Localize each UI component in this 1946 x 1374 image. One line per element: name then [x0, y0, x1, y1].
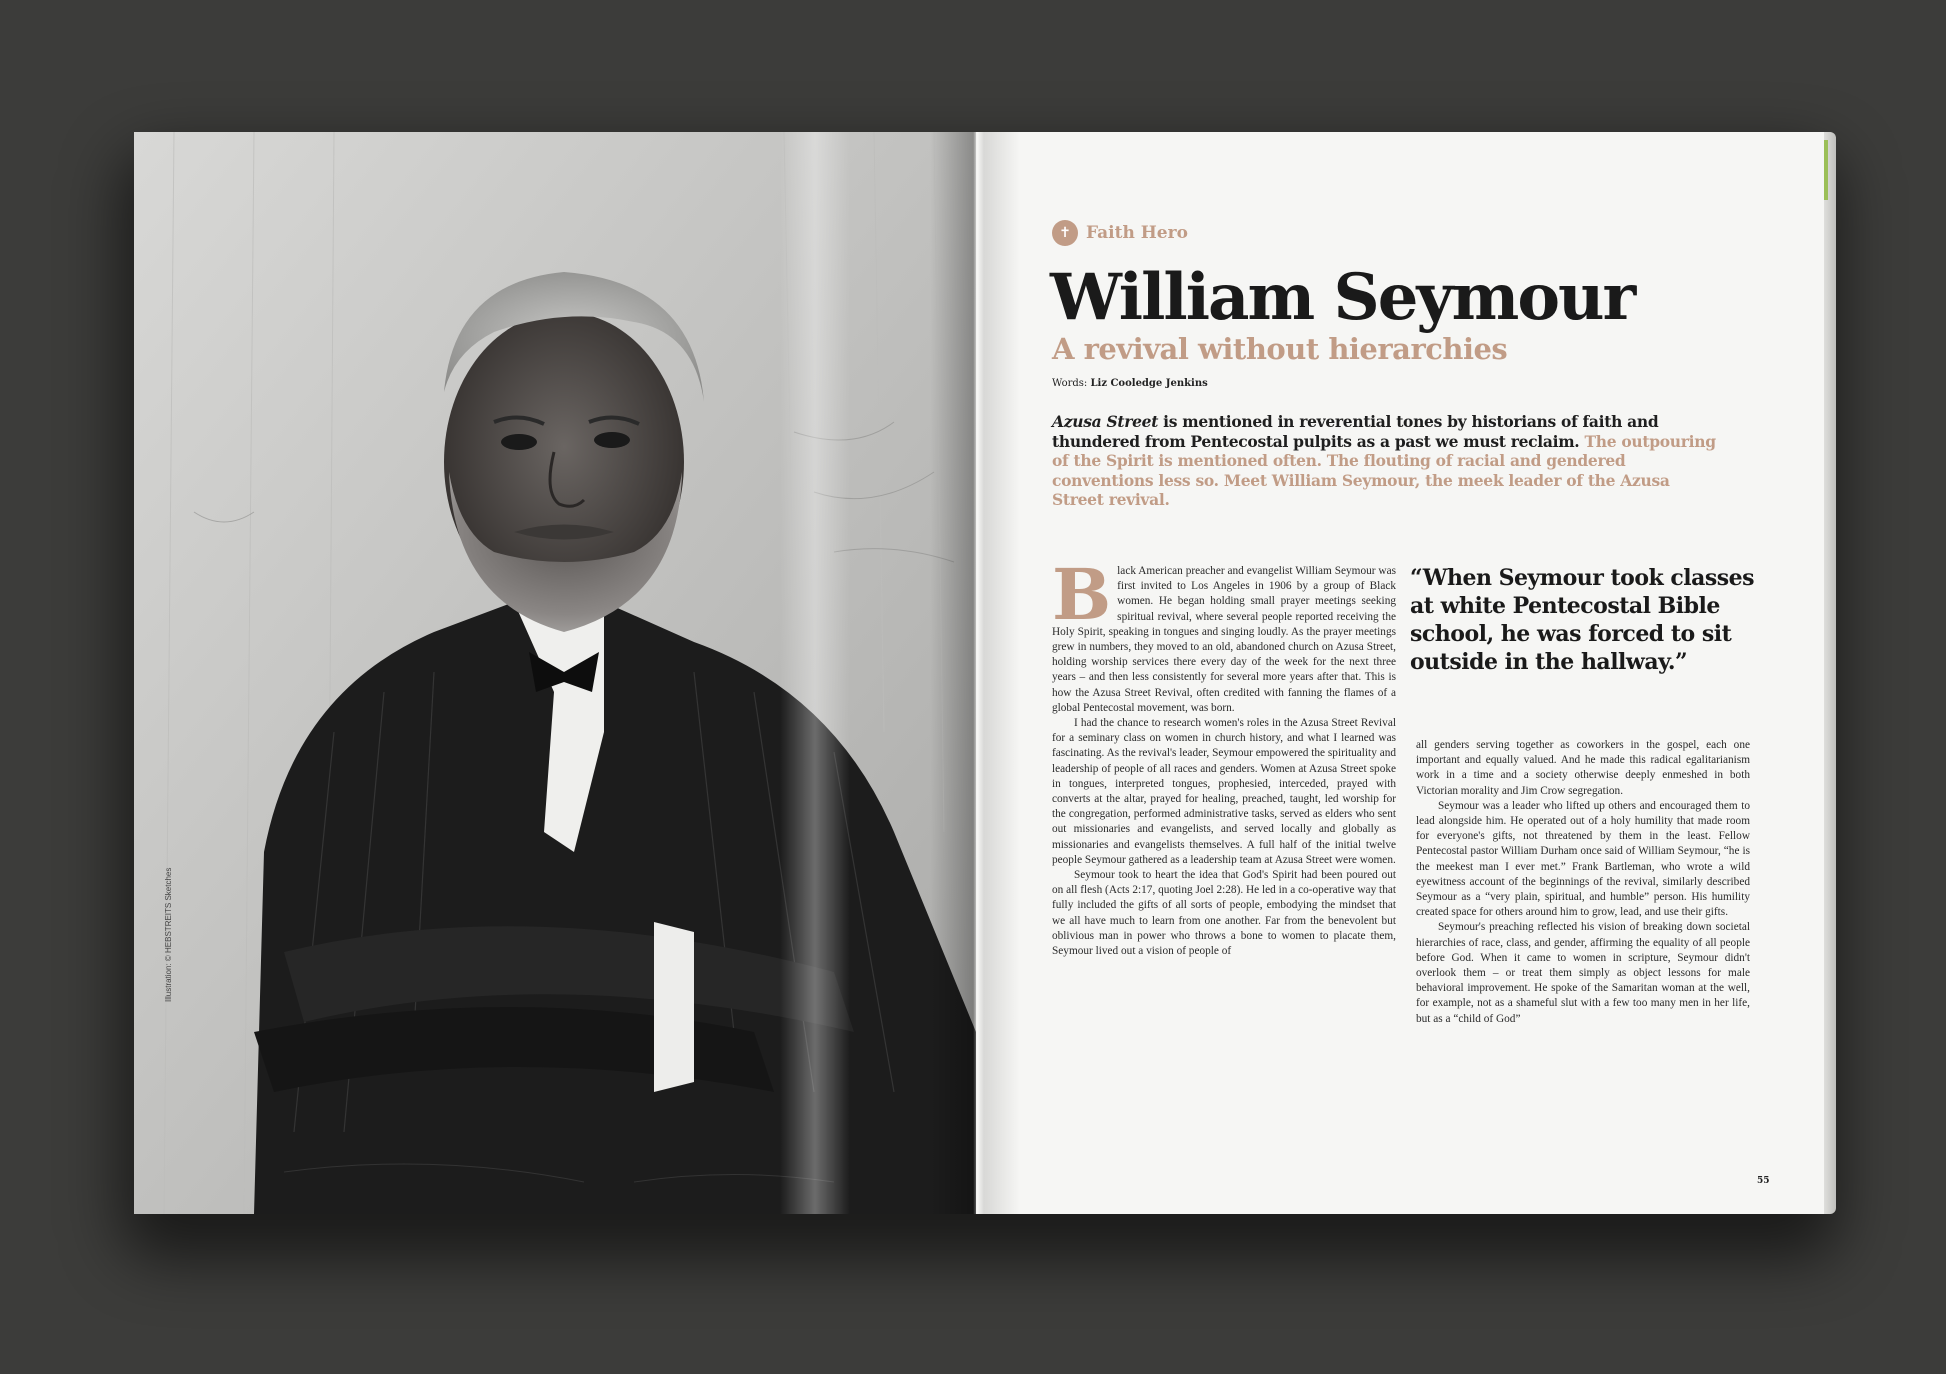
intro-lead: Azusa Street	[1052, 412, 1159, 431]
pull-quote: “When Seymour took classes at white Pentecostal Bible school, he was forced to sit outside in the hallway.”	[1410, 565, 1755, 675]
byline	[1052, 378, 1208, 389]
page-edge-accent	[1824, 140, 1828, 200]
right-page	[976, 132, 1824, 1214]
illustration-credit: Illustration: © HEBSTREITS Sketches	[164, 867, 173, 1002]
intro-tan: The outpouring of the Spirit is mentioned often. The flouting of racial and gendered conventions less so. Meet William Seymour, the meek leader of the Azusa Street revival.	[1052, 431, 1716, 509]
article-subtitle: A revival without hierarchies	[1052, 332, 1508, 366]
drop-cap: B	[1052, 553, 1112, 636]
paragraph: I had the chance to research women's roles in the Azusa Street Revival for a seminary class on women in church history, and what I learned was fascinating. As the revival's leader, Seymour empowered the spirituality and leadership of people of all races and genders. Women at Azusa Street spoke in tongues, interpreted tongues, prophesied, interceded, prayed with converts at the altar, prayed for healing, preached, taught, led worship for the congregation, performed administrative tasks, served as elders who sent out missionaries and evangelists, and served locally and globally as missionaries and evangelists themselves. A full half of the initial twelve people Seymour gathered as a leadership team at Azusa Street were women.	[1052, 717, 1396, 866]
paragraph: Seymour's preaching reflected his vision of breaking down societal hierarchies of race, class, and gender, affirming the equality of all people before God. When it came to women in scripture, Seymour didn't overlook them – or treat them simply as object lessons for male behavioral improvement. He spoke of the Samaritan woman at the well, for example, not as a shameful slut with a few too many men in her life, but as a “child of God”	[1416, 921, 1750, 1025]
left-page	[134, 132, 976, 1214]
body-column-2	[1416, 738, 1750, 1027]
section-label: Faith Hero	[1086, 223, 1188, 243]
article-title: William Seymour	[1050, 260, 1635, 335]
paragraph: Seymour was a leader who lifted up others and encouraged them to lead alongside him. He operated out of a holy humility that made room for everyone's gifts, not threatened by them in the least. Fellow Pentecostal pastor William Durham once said of William Seymour, “he is the meekest man I ever met.” Frank Bartleman, who wrote a wild eyewitness account of the beginnings of the revival, similarly described Seymour as a “very plain, spiritual, and humble” person. His humility created space for others around him to grow, lead, and use their gifts.	[1416, 799, 1750, 919]
section-header	[1052, 220, 1188, 246]
cross-icon: ✝	[1052, 220, 1078, 246]
william-seymour-portrait	[134, 132, 976, 1214]
body-column-1	[1052, 553, 1396, 959]
article-intro	[1052, 412, 1722, 510]
page-number: 55	[1757, 1176, 1770, 1186]
paragraph: all genders serving together as coworkers in the gospel, each one important and equally valued. And he made this radical egalitarianism work in a time and a society otherwise deeply enmeshed in both Victorian morality and Jim Crow segregation.	[1416, 739, 1750, 797]
byline-author: Liz Cooledge Jenkins	[1090, 378, 1208, 389]
byline-prefix: Words:	[1052, 378, 1091, 389]
paragraph: Seymour took to heart the idea that God's Spirit had been poured out on all flesh (Acts 2:17, quoting Joel 2:28). He led in a co-operative way that fully included the gifts of all sorts of people, embodying the mindset that we all have much to learn from one another. Far from the benevolent but oblivious man in power who throws a bone to women to placate them, Seymour lived out a vision of people of	[1052, 869, 1396, 958]
paragraph: Black American preacher and evangelist William Seymour was first invited to Los Angeles in 1906 by a group of Black women. He began holding small prayer meetings seeking spiritual revival, where several people reported receiving the Holy Spirit, speaking in tongues and singing loudly. As the prayer meetings grew in numbers, they moved to an old, abandoned church on Azusa Street, holding worship services there every day of the week for the next three years – and then less consistently for several more years after that. This is how the Azusa Street Revival, often credited with fanning the flames of a global Pentecostal movement, was born.	[1052, 553, 1396, 714]
intro-dark: is mentioned in reverential tones by historians of faith and thundered from Pentecostal pulpits as a past we must reclaim.	[1052, 412, 1659, 451]
